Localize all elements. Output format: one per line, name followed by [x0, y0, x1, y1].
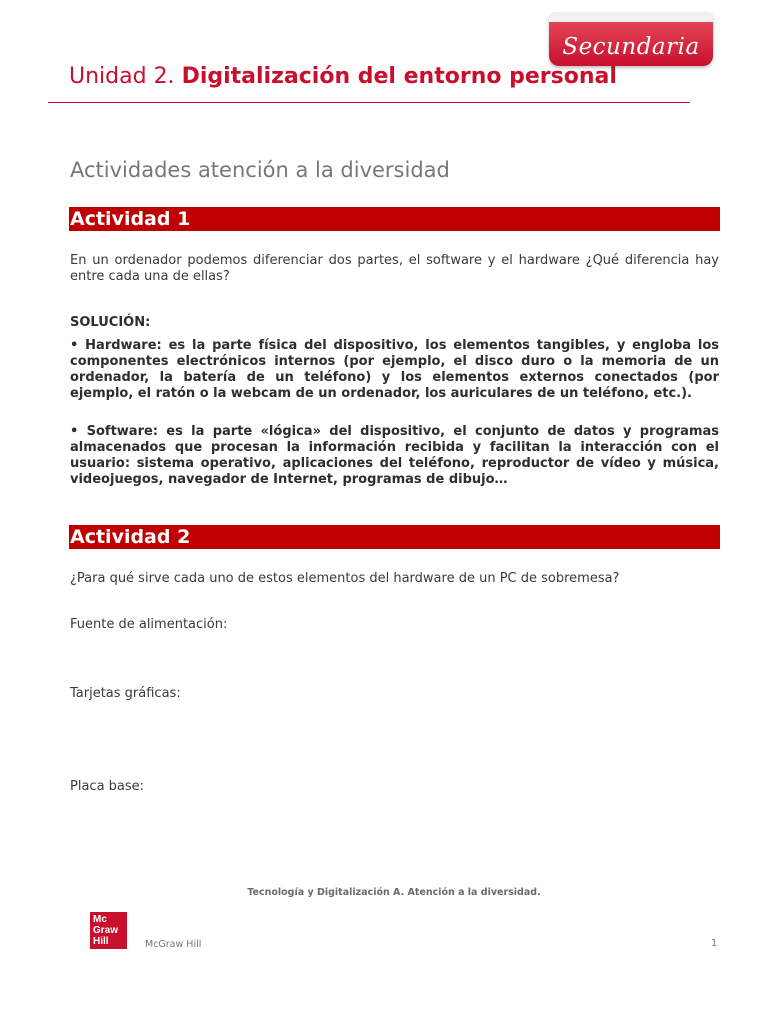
badge-label: Secundaria	[562, 34, 700, 60]
activity-1-heading: Actividad 1	[69, 207, 720, 231]
unit-name: Digitalización del entorno personal	[181, 64, 617, 89]
footer-title: Tecnología y Digitalización A. Atención a la diversidad.	[247, 887, 541, 898]
header-divider	[48, 102, 690, 103]
brand-name: McGraw Hill	[145, 939, 202, 950]
mcgraw-hill-logo: Mc Graw Hill	[90, 912, 127, 949]
graphics-cards-label: Tarjetas gráficas:	[70, 686, 181, 701]
activity-2-question: ¿Para qué sirve cada uno de estos elementos del hardware de un PC de sobremesa?	[70, 571, 620, 586]
activity-1-question: En un ordenador podemos diferenciar dos partes, el software y el hardware ¿Qué diferencia hay entre cada una de ellas?	[70, 253, 719, 284]
motherboard-label: Placa base:	[70, 779, 145, 794]
solution-label: SOLUCIÓN:	[70, 315, 151, 330]
hardware-paragraph: • Hardware: es la parte física del dispositivo, los elementos tangibles, y engloba los componentes electrónicos internos (por ejemplo, el disco duro o la memoria de un ordenador, la batería de un teléfono) y los elementos externos conectados (por ejemplo, el ratón o la webcam de un ordenador, los auriculares de un teléfono, etc.).	[70, 338, 719, 401]
activity-2-heading: Actividad 2	[69, 525, 720, 549]
section-title: Actividades atención a la diversidad	[70, 158, 450, 182]
unit-prefix: Unidad 2.	[69, 64, 175, 89]
page-number: 1	[711, 938, 718, 949]
unit-title	[69, 64, 617, 89]
software-paragraph: • Software: es la parte «lógica» del dispositivo, el conjunto de datos y programas almacenados que procesan la información recibida y facilitan la interacción con el usuario: sistema operativo, aplicaciones del teléfono, reproductor de vídeo y música, videojuegos, navegador de Internet, programas de dibujo…	[70, 424, 719, 487]
power-supply-label: Fuente de alimentación:	[70, 617, 228, 632]
secundaria-badge	[549, 12, 713, 66]
